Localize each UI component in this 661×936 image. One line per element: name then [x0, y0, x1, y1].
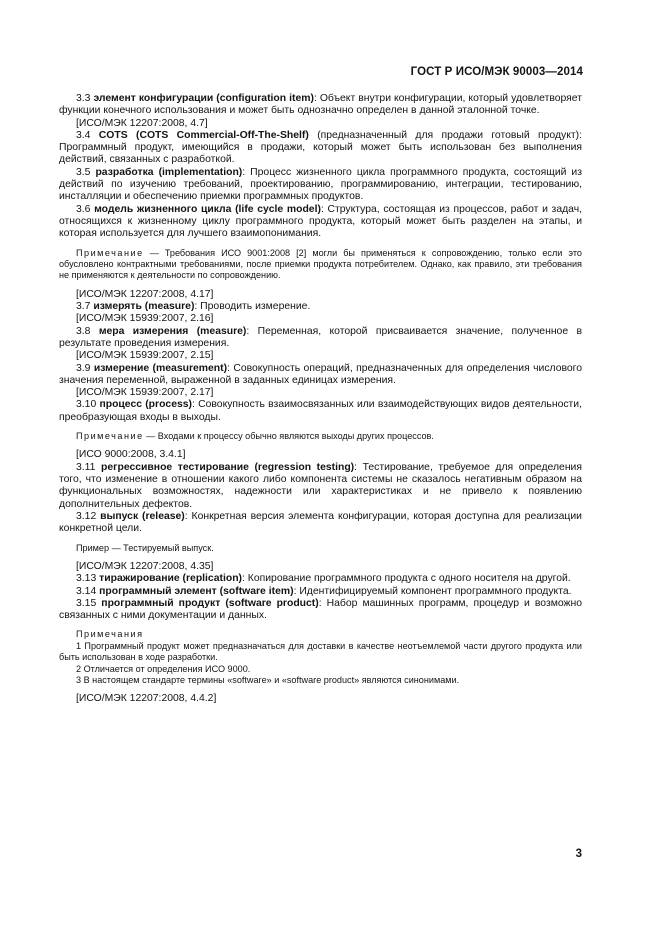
term-definition: : Набор машинных программ, процедур и возможно связанных с ними документации и данных. — [59, 597, 582, 622]
term-name: COTS (COTS Commercial-Off-The-Shelf) — [98, 129, 309, 141]
term-name: процесс (process) — [99, 399, 192, 411]
source-reference: [ИСО/МЭК 12207:2008, 4.4.2] — [76, 693, 217, 705]
term-name: элемент конфигурации (configuration item) — [93, 93, 314, 104]
term-entry — [59, 511, 582, 536]
term-entry — [59, 598, 582, 623]
notes-label — [59, 629, 582, 640]
term-number: 3.9 — [76, 362, 91, 374]
term-number: 3.3 — [76, 93, 91, 104]
document-body — [59, 93, 582, 706]
term-entry — [59, 167, 582, 204]
source-reference: [ИСО/МЭК 12207:2008, 4.17] — [76, 288, 214, 300]
term-definition: : Совокупность операций, предназначенных для определения числового значения переменной, выраженной в заданных единицах измерения. — [59, 362, 582, 386]
term-entry — [59, 586, 582, 598]
term-entry — [59, 399, 582, 424]
term-entry — [59, 462, 582, 511]
source-reference: [ИСО/МЭК 12207:2008, 4.7] — [76, 117, 208, 129]
note — [59, 431, 582, 442]
term-definition: : Объект внутри конфигурации, который удовлетворяет функции конечного использования и может быть однозначно определен в данной эталонной точке. — [59, 93, 582, 117]
term-number: 3.5 — [76, 166, 91, 178]
term-entry — [59, 301, 582, 313]
term-name: мера измерения (measure) — [98, 325, 247, 337]
term-number: 3.8 — [76, 325, 91, 337]
term-entry — [59, 130, 582, 167]
source-reference: [ИСО/МЭК 12207:2008, 4.35] — [76, 560, 214, 572]
term-definition: (предназначенный для продажи готовый продукт): Программный продукт, имеющийся в продажи, который может быть использован без выполнения действий, связанных с разработкой. — [59, 129, 583, 166]
term-entry — [59, 204, 582, 241]
example: Пример — Тестируемый выпуск. — [76, 542, 214, 553]
note-text: — Входами к процессу обычно являются выходы других процессов. — [143, 431, 434, 442]
note-item: 2 Отличается от определения ИСО 9000. — [76, 663, 251, 674]
note — [59, 248, 582, 282]
notes-label-text: Примечания — [76, 629, 144, 640]
term-definition: : Процесс жизненного цикла программного продукта, состоящий из действий по изучению требований, проектированию, программированию, интеграции, тестированию, инсталляции и обеспечению приемки программных продуктов. — [59, 166, 582, 203]
term-number: 3.7 — [76, 301, 91, 313]
term-name: модель жизненного цикла (life cycle model) — [94, 203, 321, 215]
term-number: 3.13 — [76, 573, 97, 585]
source-reference: [ИСО/МЭК 15939:2007, 2.15] — [76, 350, 214, 362]
note-item: 1 Программный продукт может предназначаться для доставки в качестве неотъемлемой части другого продукта или быть использован в ходе разработки. — [59, 640, 582, 663]
term-number: 3.11 — [76, 461, 96, 473]
term-name: тиражирование (replication) — [99, 573, 242, 585]
term-number: 3.10 — [76, 399, 97, 411]
term-number: 3.14 — [76, 585, 97, 597]
term-definition: : Переменная, которой присваивается значение, полученное в результате проведения измерения. — [59, 325, 582, 349]
term-definition: : Тестирование, требуемое для определения того, что изменение в отношении какого либо компонента системы не сказалось негативным образом на функциональных возможностях, надежности или характеристиках и не привело к появлению дополнительных дефектов. — [59, 461, 582, 510]
term-definition: : Структура, состоящая из процессов, работ и задач, относящихся к жизненному циклу программного продукта, который может быть разделен на этапы, и которая используется для лучшего взаимопонимания. — [59, 203, 583, 240]
page-number: 3 — [575, 848, 582, 860]
term-definition: : Конкретная версия элемента конфигурации, которая доступна для реализации конкретной цели. — [59, 510, 582, 535]
term-definition: : Совокупность взаимосвязанных или взаимодействующих видов деятельности, преобразующая входы в выходы. — [59, 399, 582, 423]
term-name: регрессивное тестирование (regression testing) — [101, 461, 355, 473]
term-entry — [59, 573, 582, 585]
term-number: 3.12 — [76, 510, 97, 522]
term-definition: : Проводить измерение. — [194, 301, 311, 313]
term-name: измерять (measure) — [93, 301, 195, 313]
source-reference: [ИСО/МЭК 15939:2007, 2.16] — [76, 313, 214, 325]
term-entry — [59, 363, 582, 388]
term-definition: : Копирование программного продукта с одного носителя на другой. — [242, 573, 571, 585]
term-name: программный элемент (software item) — [99, 585, 294, 597]
note-item: 3 В настоящем стандарте термины «software» и «software product» являются синонимами. — [76, 675, 460, 686]
term-definition: : Идентифицируемый компонент программного продукта. — [293, 585, 572, 597]
term-name: разработка (implementation) — [95, 166, 243, 178]
term-number: 3.6 — [76, 203, 91, 215]
term-entry — [59, 93, 582, 118]
term-name: программный продукт (software product) — [101, 597, 319, 609]
term-entry — [59, 326, 582, 351]
term-number: 3.4 — [76, 129, 91, 141]
standard-header: ГОСТ Р ИСО/МЭК 90003—2014 — [410, 66, 583, 78]
source-reference: [ИСО 9000:2008, 3.4.1] — [76, 449, 186, 461]
term-number: 3.15 — [76, 597, 97, 609]
source-reference: [ИСО/МЭК 15939:2007, 2.17] — [76, 387, 214, 399]
term-name: измерение (measurement) — [93, 362, 228, 374]
term-name: выпуск (release) — [100, 510, 185, 522]
note-label: Примечание — [76, 247, 144, 258]
note-label: Примечание — [76, 431, 144, 442]
note-text: — Требования ИСО 9001:2008 [2] могли бы применяться к сопровождению, только если это обусловлено контрактными требованиями, после приемки продукта потребителем. Однако, как правило, эти требования не применяются к деятельности по сопровождению. — [59, 247, 582, 281]
